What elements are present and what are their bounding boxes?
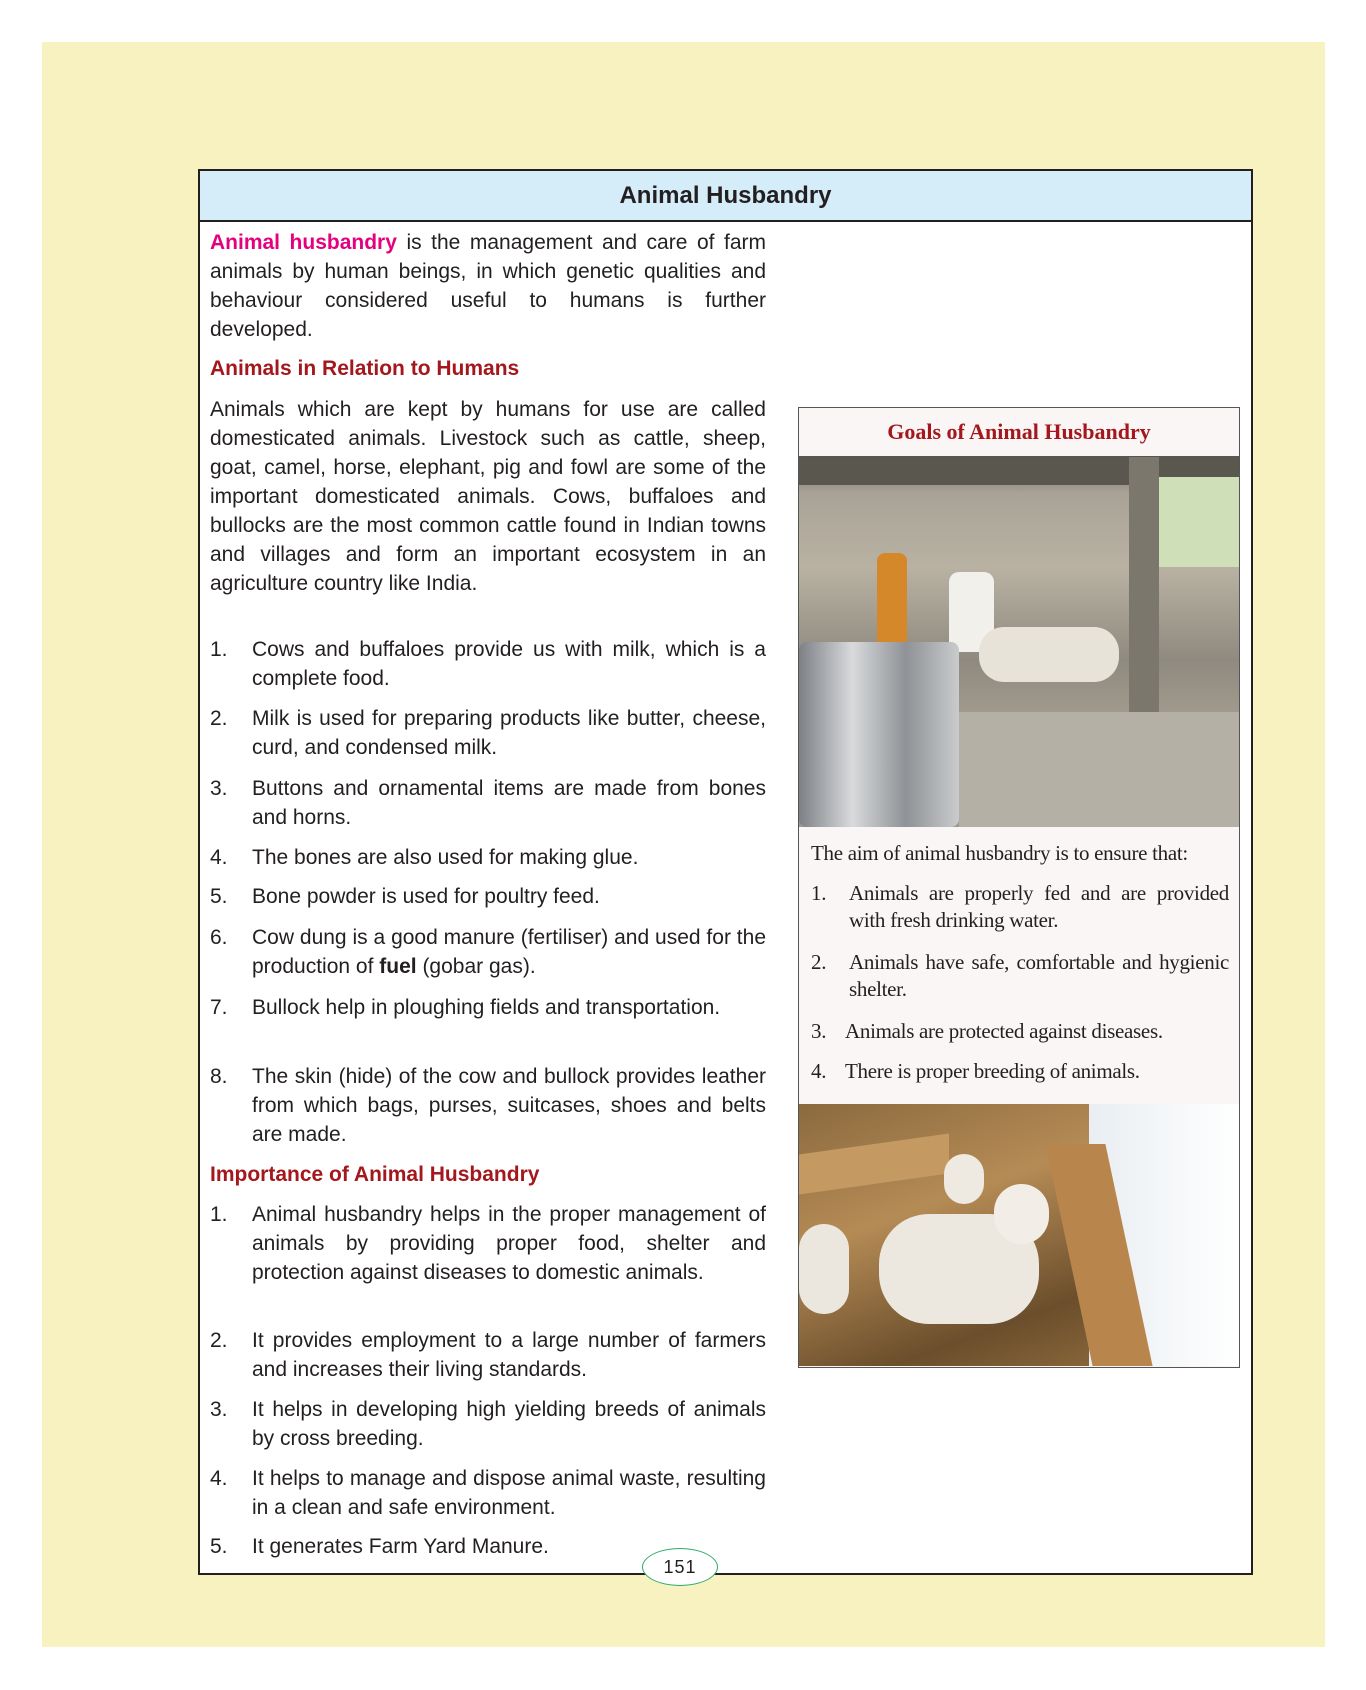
- relation-paragraph: Animals which are kept by humans for use are called domesticated animals. Livestock such as cattle, sheep, goat, camel, horse, elephant, pig and fowl are some of the important domesticated animals. Cows, buffaloes and bullocks are the most common cattle found in Indian towns and villages and form an important ecosystem in an agriculture country like India.: [210, 398, 766, 595]
- list-item: 1. Animal husbandry helps in the proper management of animals by providing proper food, shelter and protection against diseases to domestic animals.: [210, 1203, 766, 1284]
- content-box: [198, 169, 1253, 1575]
- goal-item: 3. Animals are protected against diseases.: [811, 1019, 1163, 1043]
- list-item: 4. The bones are also used for making glue.: [210, 846, 639, 869]
- list-item: 5. It generates Farm Yard Manure.: [210, 1535, 549, 1558]
- goals-intro: The aim of animal husbandry is to ensure that:: [811, 841, 1188, 865]
- page-title: Animal Husbandry: [200, 171, 1251, 222]
- list-item: 5. Bone powder is used for poultry feed.: [210, 885, 600, 908]
- goal-item: 4. There is proper breeding of animals.: [811, 1059, 1140, 1083]
- sheep-pen-photo: [799, 1104, 1239, 1366]
- list-item: 8. The skin (hide) of the cow and bullock provides leather from which bags, purses, suitcases, shoes and belts are made.: [210, 1065, 766, 1146]
- intro-paragraph: Animal husbandry is the management and care of farm animals by human beings, in which genetic qualities and behaviour considered useful to humans is further developed.: [210, 231, 766, 341]
- goal-item: 2. Animals have safe, comfortable and hygienic shelter.: [811, 950, 1229, 1001]
- list-item: 3. It helps in developing high yielding breeds of animals by cross breeding.: [210, 1398, 766, 1450]
- list-item: 2. It provides employment to a large number of farmers and increases their living standards.: [210, 1329, 766, 1381]
- goal-item: 1. Animals are properly fed and are provided with fresh drinking water.: [811, 881, 1229, 932]
- section-heading-importance: Importance of Animal Husbandry: [210, 1163, 540, 1186]
- list-item: 7. Bullock help in ploughing fields and transportation.: [210, 996, 721, 1019]
- list-item: 6. Cow dung is a good manure (fertiliser) and used for the production of fuel (gobar gas).: [210, 926, 766, 978]
- list-item: 1. Cows and buffaloes provide us with milk, which is a complete food.: [210, 638, 766, 690]
- page-number: 151: [642, 1548, 718, 1586]
- list-item: 2. Milk is used for preparing products like butter, cheese, curd, and condensed milk.: [210, 707, 766, 759]
- list-item: 4. It helps to manage and dispose animal waste, resulting in a clean and safe environment.: [210, 1467, 766, 1519]
- section-heading-relation: Animals in Relation to Humans: [210, 357, 520, 380]
- key-term: Animal husbandry: [210, 231, 397, 254]
- list-item: 3. Buttons and ornamental items are made from bones and horns.: [210, 777, 766, 829]
- page-background: [42, 42, 1325, 1647]
- goals-panel: [798, 407, 1240, 1368]
- goals-panel-title: Goals of Animal Husbandry: [799, 408, 1239, 457]
- cattle-shed-photo: [799, 457, 1239, 827]
